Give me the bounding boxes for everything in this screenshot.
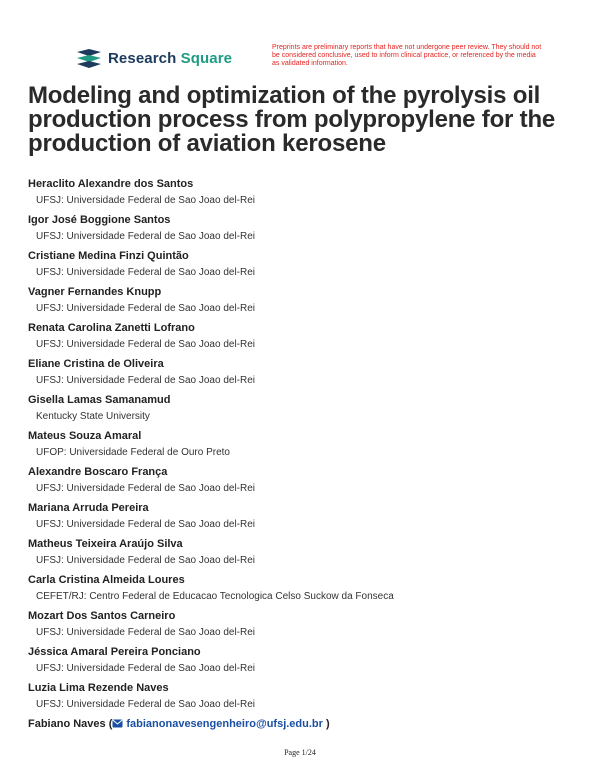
author-affiliation: UFSJ: Universidade Federal de Sao Joao del-Rei: [36, 699, 255, 710]
author-affiliation: CEFET/RJ: Centro Federal de Educacao Tecnologica Celso Suckow da Fonseca: [36, 591, 394, 602]
corresponding-email-link[interactable]: fabianonavesengenheiro@ufsj.edu.br: [126, 718, 323, 730]
author-affiliation: UFSJ: Universidade Federal de Sao Joao del-Rei: [36, 627, 255, 638]
author-entry: [28, 500, 588, 536]
corresponding-author: [28, 716, 588, 734]
author-entry: [28, 176, 588, 212]
author-entry: [28, 356, 588, 392]
author-name[interactable]: Luzia Lima Rezende Naves: [28, 682, 169, 694]
author-affiliation: UFSJ: Universidade Federal de Sao Joao del-Rei: [36, 231, 255, 242]
author-affiliation: Kentucky State University: [36, 411, 150, 422]
author-name[interactable]: Matheus Teixeira Araújo Silva: [28, 538, 183, 550]
author-entry: [28, 536, 588, 572]
author-name[interactable]: Heraclito Alexandre dos Santos: [28, 178, 194, 190]
page-number: Page 1/24: [284, 748, 316, 757]
author-entry: [28, 428, 588, 464]
envelope-icon: [112, 717, 123, 734]
author-entry: [28, 392, 588, 428]
author-affiliation: UFSJ: Universidade Federal de Sao Joao del-Rei: [36, 267, 255, 278]
header: [76, 44, 542, 76]
author-affiliation: UFSJ: Universidade Federal de Sao Joao del-Rei: [36, 555, 255, 566]
author-name[interactable]: Mozart Dos Santos Carneiro: [28, 610, 176, 622]
author-name[interactable]: Igor José Boggione Santos: [28, 214, 171, 226]
open-paren: (: [108, 718, 113, 730]
author-entry: [28, 680, 588, 716]
corresponding-author-name[interactable]: Fabiano Naves: [28, 718, 106, 730]
author-affiliation: UFSJ: Universidade Federal de Sao Joao del-Rei: [36, 195, 255, 206]
author-name[interactable]: Vagner Fernandes Knupp: [28, 286, 162, 298]
author-name[interactable]: Jéssica Amaral Pereira Ponciano: [28, 646, 201, 658]
logo-word-research: Research: [108, 49, 177, 67]
author-entry: [28, 284, 588, 320]
author-list: [28, 176, 588, 734]
author-name[interactable]: Cristiane Medina Finzi Quintão: [28, 250, 189, 262]
author-entry: [28, 644, 588, 680]
close-paren: ): [325, 718, 330, 730]
author-name[interactable]: Gisella Lamas Samanamud: [28, 394, 171, 406]
author-affiliation: UFSJ: Universidade Federal de Sao Joao del-Rei: [36, 519, 255, 530]
author-affiliation: UFOP: Universidade Federal de Ouro Preto: [36, 447, 230, 458]
author-affiliation: UFSJ: Universidade Federal de Sao Joao del-Rei: [36, 339, 255, 350]
author-entry: [28, 320, 588, 356]
author-name[interactable]: Mariana Arruda Pereira: [28, 502, 149, 514]
author-name[interactable]: Alexandre Boscaro França: [28, 466, 168, 478]
research-square-logo-icon: [76, 48, 102, 68]
author-name[interactable]: Mateus Souza Amaral: [28, 430, 142, 442]
logo-word-square: Square: [180, 49, 233, 67]
logo-wordmark: [108, 50, 232, 67]
preprint-disclaimer: Preprints are preliminary reports that have not undergone peer review. They should not be considered conclusive, used to inform clinical practice, or referenced by the media as validated information.: [272, 44, 542, 68]
author-entry: [28, 464, 588, 500]
author-name[interactable]: Carla Cristina Almeida Loures: [28, 574, 185, 586]
author-name[interactable]: Eliane Cristina de Oliveira: [28, 358, 164, 370]
author-entry: [28, 248, 588, 284]
research-square-logo[interactable]: [76, 48, 232, 68]
author-affiliation: UFSJ: Universidade Federal de Sao Joao del-Rei: [36, 483, 255, 494]
author-affiliation: UFSJ: Universidade Federal de Sao Joao del-Rei: [36, 303, 255, 314]
author-entry: [28, 608, 588, 644]
author-entry: [28, 212, 588, 248]
author-name[interactable]: Renata Carolina Zanetti Lofrano: [28, 322, 195, 334]
author-affiliation: UFSJ: Universidade Federal de Sao Joao del-Rei: [36, 375, 255, 386]
author-entry: [28, 572, 588, 608]
paper-title: Modeling and optimization of the pyrolysis oil production process from polypropylene for the production of aviation kerosene: [28, 82, 556, 157]
author-affiliation: UFSJ: Universidade Federal de Sao Joao del-Rei: [36, 663, 255, 674]
